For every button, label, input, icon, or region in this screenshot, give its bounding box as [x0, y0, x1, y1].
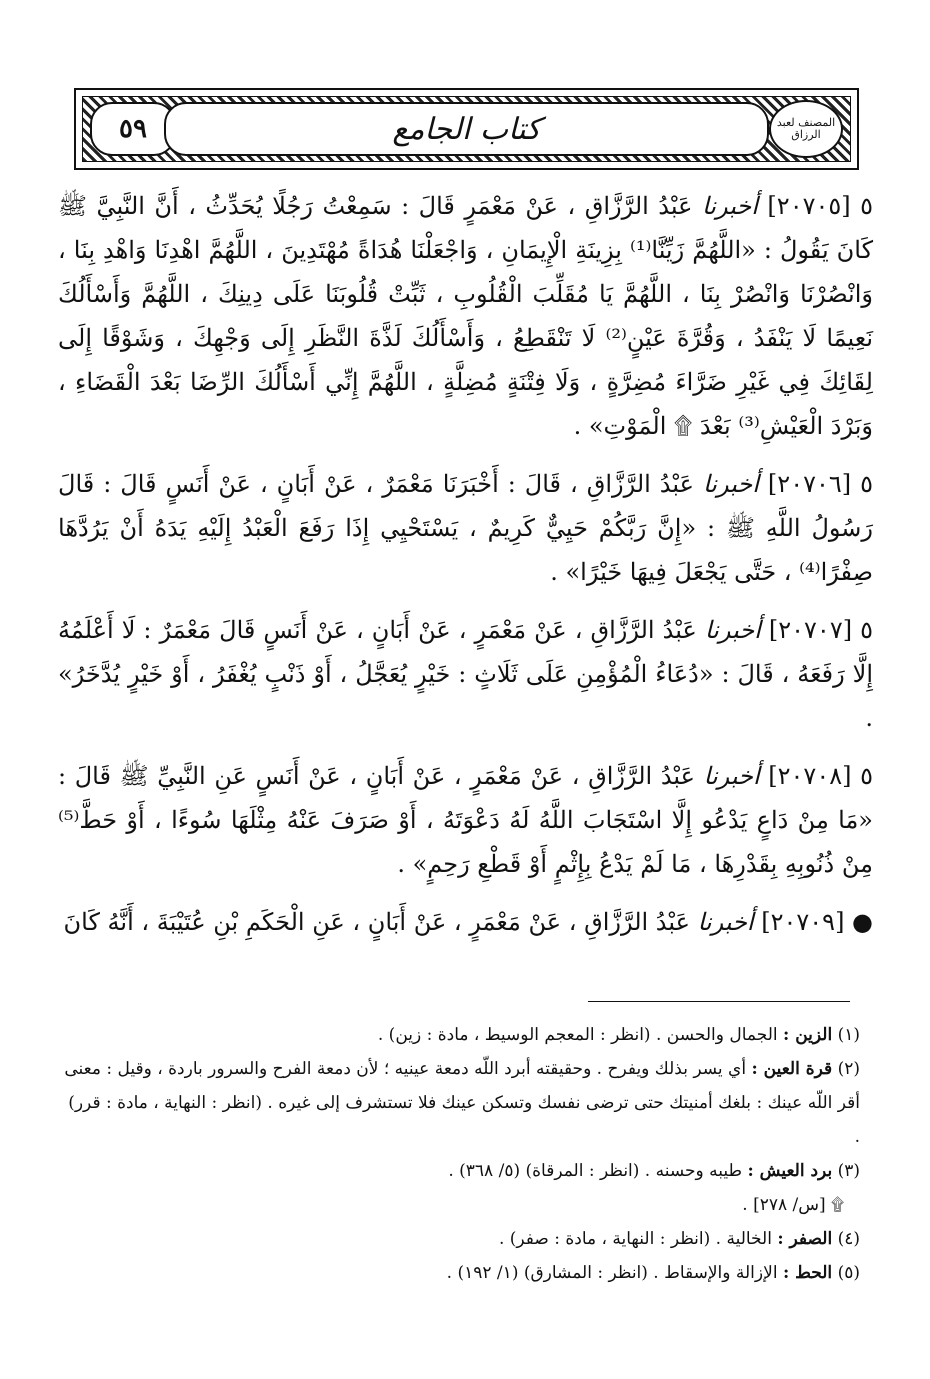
- footnote-marker: (٤): [837, 1229, 860, 1249]
- footnote-term: الحط :: [782, 1263, 833, 1283]
- footnote-text: الجمال والحسن . (انظر : المعجم الوسيط ، مادة : زين) .: [377, 1025, 778, 1045]
- footnote-marker: ۩: [831, 1195, 844, 1215]
- hadith-entry: [58, 900, 873, 944]
- hadith-text: عَبْدُ الرَّزَّاقِ ، عَنْ مَعْمَرٍ ، عَنْ أَبَانٍ ، عَنْ أَنَسٍ عَنِ النَّبِيِّ ﷺ قَالَ : «مَا مِنْ دَاعٍ يَدْعُو إِلَّا اسْتَجَابَ اللَّهُ لَهُ دَعْوَتَهُ ، أَوْ صَرَفَ عَنْهُ مِثْلَهَا سُوءًا ، أَوْ حَطَّ⁽⁵⁾ مِنْ ذُنُوبِهِ بِقَدْرِهَا ، مَا لَمْ يَدْعُ بِإِثْمٍ أَوْ قَطْعِ رَحِمٍ» .: [58, 762, 873, 878]
- hadith-entry: [58, 608, 873, 740]
- footnote: [58, 1154, 866, 1188]
- hadith-entry: [58, 462, 873, 594]
- hadith-number: ٥ [٢٠٧٠٨]: [768, 762, 873, 790]
- hadith-intro: أخبرنا: [697, 908, 754, 936]
- footnote-term: قرة العين :: [751, 1059, 833, 1079]
- footnote-term: الصفر :: [777, 1229, 833, 1249]
- footnote: [58, 1052, 866, 1154]
- hadith-number: ● [٢٠٧٠٩]: [761, 908, 873, 936]
- footnote-term: برد العيش :: [747, 1161, 833, 1181]
- footnote: [58, 1018, 866, 1052]
- footnotes: [58, 1018, 866, 1290]
- hadith-entry: [58, 184, 873, 448]
- hadith-text: عَبْدُ الرَّزَّاقِ ، عَنْ مَعْمَرٍ ، عَنْ أَبَانٍ ، عَنْ أَنَسٍ قَالَ مَعْمَرٌ : لَا أَعْلَمُهُ إِلَّا رَفَعَهُ ، قَالَ : «دُعَاءُ الْمُؤْمِنِ عَلَى ثَلَاثٍ : خَيْرٍ يُعَجَّلُ ، أَوْ ذَنْبٍ يُغْفَرُ ، أَوْ خَيْرٍ يُدَّخَرُ» .: [58, 616, 873, 732]
- hadith-text: عَبْدُ الرَّزَّاقِ ، عَنْ مَعْمَرٍ قَالَ : سَمِعْتُ رَجُلًا يُحَدِّثُ ، أَنَّ النَّبِيَّ ﷺ كَانَ يَقُولُ : «اللَّهُمَّ زَيِّنَّا⁽¹⁾ بِزِينَةِ الْإِيمَانِ ، وَاجْعَلْنَا هُدَاةً مُهْتَدِينَ ، اللَّهُمَّ اهْدِنَا وَاهْدِ بِنَا ، وَانْصُرْنَا وَانْصُرْ بِنَا ، اللَّهُمَّ يَا مُقَلِّبَ الْقُلُوبِ ، ثَبِّتْ قُلُوبَنَا عَلَى دِينِكَ ، اللَّهُمَّ وَأَسْأَلُكَ نَعِيمًا لَا يَنْفَدُ ، وَقُرَّةَ عَيْنٍ⁽²⁾ لَا تَنْقَطِعُ ، وَأَسْأَلُكَ لَذَّةَ النَّظَرِ إِلَى وَجْهِكَ ، وَشَوْقًا إِلَى لِقَائِكَ فِي غَيْرِ ضَرَّاءَ مُضِرَّةٍ ، وَلَا فِتْنَةٍ مُضِلَّةٍ ، اللَّهُمَّ إِنِّي أَسْأَلُكَ الرِّضَا بَعْدَ الْقَضَاءِ ، وَبَرْدَ الْعَيْشِ⁽³⁾ بَعْدَ ۩ الْمَوْتِ» .: [58, 192, 874, 440]
- footnote: [58, 1222, 866, 1256]
- footnote-marker: (٥): [837, 1263, 860, 1283]
- footnote-text: طيبه وحسنه . (انظر : المرقاة) (٥/ ٣٦٨) .: [448, 1161, 743, 1181]
- hadith-intro: أخبرنا: [702, 470, 759, 498]
- publisher-seal: المصنف لعبد الرزاق: [769, 100, 843, 158]
- footnote-marker: (١): [837, 1025, 860, 1045]
- footnote-text: [س/ ٢٧٨] .: [742, 1195, 826, 1215]
- hadith-number: ٥ [٢٠٧٠٧]: [768, 616, 873, 644]
- page-number: ٥٩: [90, 102, 176, 156]
- hadith-intro: أخبرنا: [701, 192, 758, 220]
- hadith-number: ٥ [٢٠٧٠٦]: [767, 470, 873, 498]
- footnote-divider: [588, 1001, 850, 1002]
- hadith-intro: أخبرنا: [703, 762, 760, 790]
- hadith-text: عَبْدُ الرَّزَّاقِ ، قَالَ : أَخْبَرَنَا مَعْمَرٌ ، عَنْ أَبَانٍ ، عَنْ أَنَسٍ قَالَ : قَالَ رَسُولُ اللَّهِ ﷺ : «إِنَّ رَبَّكُمْ حَيِيٌّ كَرِيمٌ ، يَسْتَحْيِي إِذَا رَفَعَ الْعَبْدُ إِلَيْهِ يَدَهُ أَنْ يَرُدَّهَا صِفْرًا⁽⁴⁾ ، حَتَّى يَجْعَلَ فِيهَا خَيْرًا» .: [58, 470, 873, 586]
- footnote-text: الخالية . (انظر : النهاية ، مادة : صفر) .: [498, 1229, 772, 1249]
- footnote-text: أي يسر بذلك ويفرح . وحقيقته أبرد اللّه دمعة عينيه ؛ لأن دمعة الفرح والسرور باردة ، وقيل : معنى أقر اللّه عينك : بلغك أمنيتك حتى ترضى نفسك وتسكن عينك فلا تستشرف إلى غيره . (انظر : النهاية ، مادة : قرر) .: [64, 1059, 860, 1147]
- hadith-entry: [58, 754, 873, 886]
- page-header: [74, 88, 859, 170]
- hadith-number: ٥ [٢٠٧٠٥]: [767, 192, 873, 220]
- book-title: كتاب الجامع: [164, 102, 769, 156]
- footnote: [58, 1256, 866, 1290]
- footnote-marker: (٣): [837, 1161, 860, 1181]
- footnote: [58, 1188, 866, 1222]
- footnote-text: الإزالة والإسقاط . (انظر : المشارق) (١/ ١٩٢) .: [446, 1263, 778, 1283]
- footnote-marker: (٢): [837, 1059, 860, 1079]
- hadith-intro: أخبرنا: [704, 616, 761, 644]
- main-text: [58, 184, 873, 958]
- footnote-term: الزين :: [783, 1025, 833, 1045]
- hadith-text: عَبْدُ الرَّزَّاقِ ، عَنْ مَعْمَرٍ ، عَنْ أَبَانٍ ، عَنِ الْحَكَمِ بْنِ عُتَيْبَةَ ، أَنَّهُ كَانَ: [63, 908, 690, 936]
